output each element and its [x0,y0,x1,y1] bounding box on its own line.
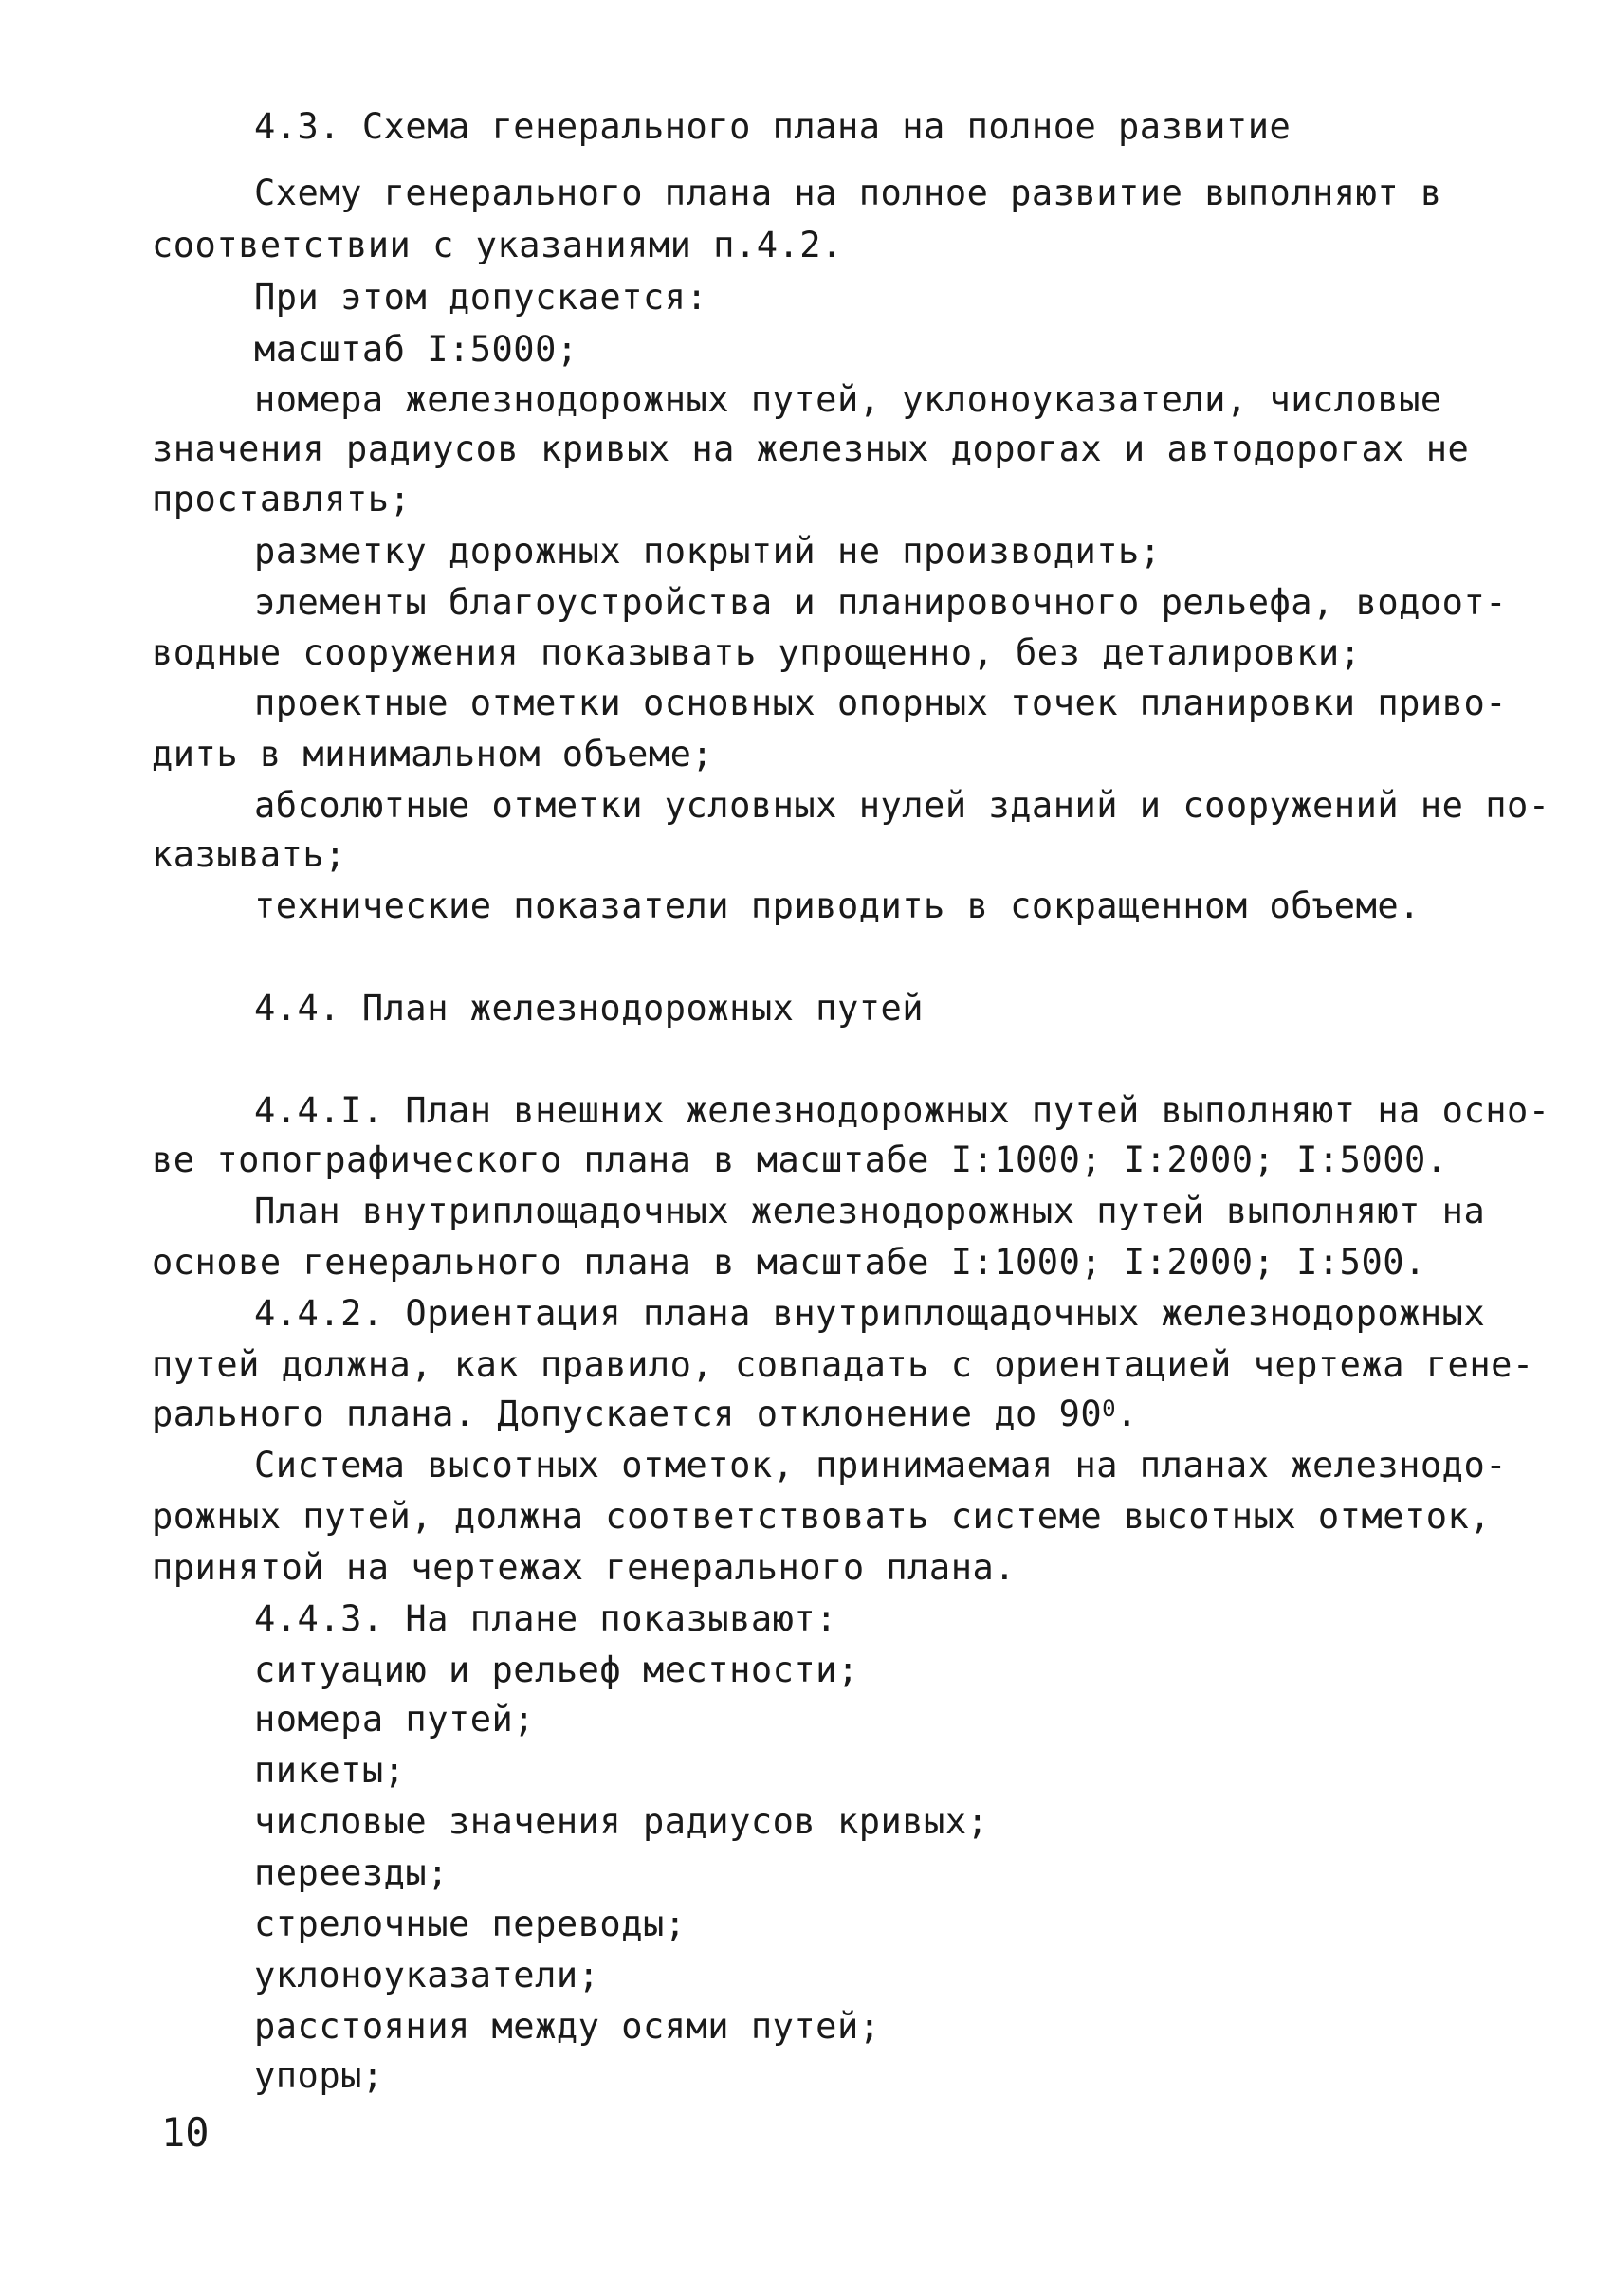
text-line: рального плана. Допускается отклонение до 90 [152,1394,1103,1434]
list-item: стрелочные переводы; [254,1904,687,1944]
text-line: водные сооружения показывать упрощенно, без деталировки; [152,632,1362,673]
text-line: Схему генерального плана на полное развитие выполняют в [254,173,1442,213]
section-heading-4-3: 4.3. Схема генерального плана на полное развитие [254,106,1292,147]
text-line: элементы благоустройства и планировочного рельефа, водоот- [254,582,1508,623]
text-line: При этом допускается: [254,277,708,318]
text-line: казывать; [152,834,346,875]
list-item: ситуацию и рельеф местности; [254,1649,859,1690]
text-line: технические показатели приводить в сокращенном объеме. [254,885,1421,926]
text-line: План внутриплощадочных железнодорожных путей выполняют на [254,1191,1486,1231]
list-item: числовые значения радиусов кривых; [254,1801,989,1842]
list-item: уклоноуказатели; [254,1955,600,1995]
section-heading-4-4: 4.4. План железнодорожных путей [254,988,925,1029]
text-line: Система высотных отметок, принимаемая на планах железнодо- [254,1445,1508,1485]
list-item: номера путей; [254,1699,536,1740]
text-line: соответствии с указаниями п.4.2. [152,225,843,265]
text-line: проставлять; [152,479,412,519]
text-line: значения радиусов кривых на железных дорогах и автодорогах не [152,428,1470,469]
page-number: 10 [161,2109,210,2156]
text-line: принятой на чертежах генерального плана. [152,1547,1017,1588]
text-line: путей должна, как правило, совпадать с ориентацией чертежа гене- [152,1344,1534,1385]
list-item: пикеты; [254,1750,406,1791]
degree-superscript: 0 [1102,1395,1117,1422]
list-item: переезды; [254,1852,449,1893]
text-line-with-degree [152,1392,1138,1437]
text-line: основе генерального плана в масштабе I:1000; I:2000; I:500. [152,1242,1426,1283]
text-line: 4.4.2. Ориентация плана внутриплощадочных железнодорожных [254,1293,1486,1334]
degree-tail: . [1116,1394,1138,1434]
list-item: упоры; [254,2055,384,2096]
text-line: 4.4.I. План внешних железнодорожных путей выполняют на осно- [254,1090,1550,1131]
text-line: абсолютные отметки условных нулей зданий и сооружений не по- [254,785,1550,826]
text-line: номера железнодорожных путей, уклоноуказатели, числовые [254,379,1442,420]
text-line: рожных путей, должна соответствовать системе высотных отметок, [152,1496,1492,1537]
text-line: проектные отметки основных опорных точек планировки приво- [254,683,1508,723]
text-line: дить в минимальном объеме; [152,734,714,774]
text-line: масштаб I:5000; [254,329,578,370]
list-item: расстояния между осями путей; [254,2006,881,2047]
text-line: 4.4.3. На плане показывают: [254,1598,837,1639]
text-line: разметку дорожных покрытий не производить; [254,531,1162,572]
text-line: ве топографического плана в масштабе I:1000; I:2000; I:5000. [152,1139,1448,1180]
